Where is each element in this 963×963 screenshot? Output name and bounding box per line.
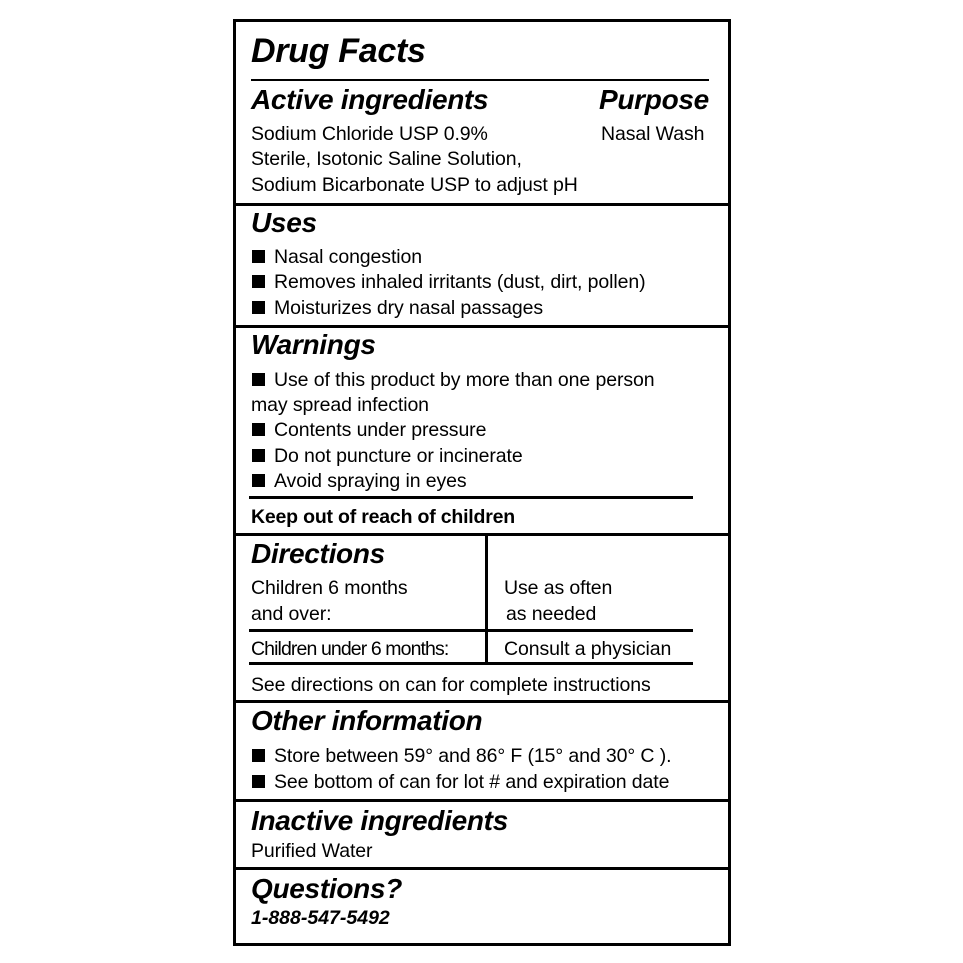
bullet-icon <box>252 373 265 386</box>
keep-out-of-reach: Keep out of reach of children <box>251 506 515 528</box>
warnings-item: Avoid spraying in eyes <box>252 472 467 492</box>
keep-out-divider <box>249 496 693 499</box>
bullet-icon <box>252 474 265 487</box>
inactive-ingredients-heading: Inactive ingredients <box>251 805 508 836</box>
warnings-item: Use of this product by more than one person <box>252 371 655 391</box>
section-divider <box>236 533 728 536</box>
bullet-icon <box>252 275 265 288</box>
directions-row1-right: Use as often <box>504 577 613 599</box>
active-ingredient-line: Sterile, Isotonic Saline Solution, <box>251 148 522 170</box>
bullet-icon <box>252 250 265 263</box>
warnings-item-continued: may spread infection <box>251 394 429 416</box>
section-divider <box>236 700 728 703</box>
section-divider <box>236 799 728 802</box>
section-divider <box>236 203 728 206</box>
title-underline <box>251 79 709 81</box>
bullet-icon <box>252 301 265 314</box>
directions-note: See directions on can for complete instructions <box>251 674 651 696</box>
active-ingredients-heading: Active ingredients <box>251 84 489 115</box>
bullet-icon <box>252 449 265 462</box>
directions-column-divider <box>485 533 488 664</box>
warnings-heading: Warnings <box>251 329 376 360</box>
questions-phone: 1-888-547-5492 <box>251 907 390 929</box>
directions-row1-left: and over: <box>251 603 332 625</box>
other-item: See bottom of can for lot # and expiration date <box>252 773 669 793</box>
other-information-heading: Other information <box>251 705 483 736</box>
uses-item: Removes inhaled irritants (dust, dirt, pollen) <box>252 273 645 293</box>
bullet-icon <box>252 423 265 436</box>
section-divider <box>236 325 728 328</box>
directions-row2-left: Children under 6 months: <box>251 638 449 660</box>
purpose-heading: Purpose <box>599 84 709 115</box>
uses-item: Nasal congestion <box>252 248 422 268</box>
uses-item: Moisturizes dry nasal passages <box>252 299 543 319</box>
uses-heading: Uses <box>251 207 317 238</box>
active-purpose: Nasal Wash <box>601 123 705 145</box>
directions-row-divider <box>249 662 693 665</box>
drug-facts-title: Drug Facts <box>251 32 426 70</box>
section-divider <box>236 867 728 870</box>
drug-facts-label <box>233 19 731 946</box>
active-ingredient-line: Sodium Bicarbonate USP to adjust pH <box>251 174 578 196</box>
directions-row2-right: Consult a physician <box>504 638 672 660</box>
inactive-ingredients-text: Purified Water <box>251 840 373 862</box>
bullet-icon <box>252 775 265 788</box>
other-item: Store between 59° and 86° F (15° and 30° C ). <box>252 747 671 767</box>
directions-row1-right: as needed <box>506 603 597 625</box>
warnings-item: Contents under pressure <box>252 421 486 441</box>
directions-heading: Directions <box>251 538 385 569</box>
active-ingredient-line: Sodium Chloride USP 0.9% <box>251 123 488 145</box>
directions-row1-left: Children 6 months <box>251 577 408 599</box>
questions-heading: Questions? <box>251 873 403 904</box>
bullet-icon <box>252 749 265 762</box>
directions-row-divider <box>249 629 693 632</box>
warnings-item: Do not puncture or incinerate <box>252 447 523 467</box>
